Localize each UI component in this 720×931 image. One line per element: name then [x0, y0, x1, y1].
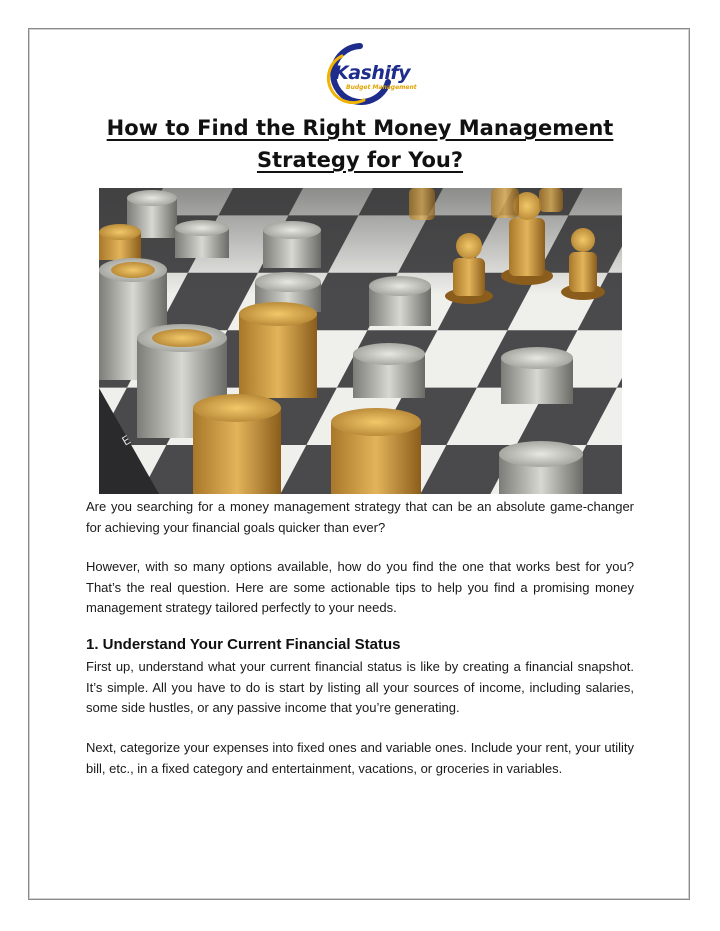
intro-paragraph-1: Are you searching for a money management strategy that can be an absolute game-changer for achieving your financial goals quicker than ever?: [86, 499, 634, 535]
coins-on-chessboard-image: [99, 188, 622, 494]
logo-wordmark: Kashify: [334, 62, 411, 84]
logo-tagline: Budget Management: [346, 84, 417, 91]
section-paragraph-2: Next, categorize your expenses into fixed ones and variable ones. Include your rent, your utility bill, etc., in a fixed category and entertainment, vacations, or groceries in variables.: [86, 740, 634, 776]
section-heading: 1. Understand Your Current Financial Status: [86, 636, 401, 653]
article-title: How to Find the Right Money Management Strategy for You?: [106, 116, 614, 172]
section-paragraph-1: First up, understand what your current financial status is like by creating a financial snapshot. It’s simple. All you have to do is start by listing all your sources of income, including salaries, some side hustles, or any passive income that you’re generating.: [86, 659, 634, 715]
intro-paragraph-2: However, with so many options available, how do you find the one that works best for you? That’s the real question. Here are some actionable tips to help you find a promising money management strategy tailored perfectly to your needs.: [86, 559, 634, 615]
